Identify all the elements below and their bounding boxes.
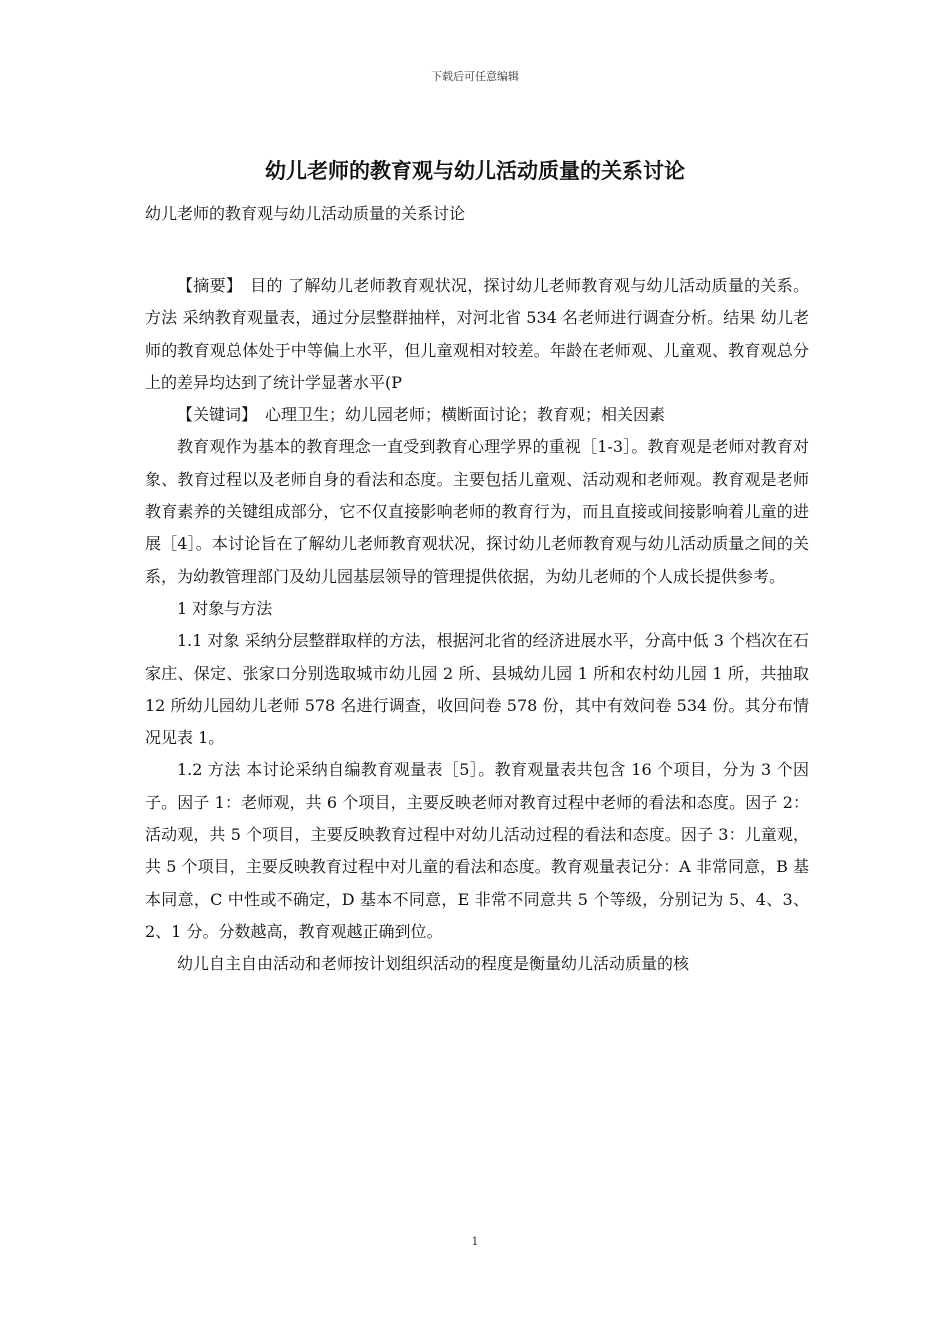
keywords-text: 心理卫生；幼儿园老师；横断面讨论；教育观；相关因素 (265, 405, 666, 425)
document-subtitle: 幼儿老师的教育观与幼儿活动质量的关系讨论 (145, 204, 466, 223)
body-paragraph-subjects: 1.1 对象 采纳分层整群取样的方法，根据河北省的经济进展水平，分高中低 3 个档次在石家庄、保定、张家口分别选取城市幼儿园 2 所、县城幼儿园 1 所和农村幼儿园 1 所，共抽取 12 所幼儿园幼儿老师 578 名进行调查，收回问卷 578 份，其中有效问卷 534 份。其分布情况见表 1。 (145, 631, 809, 748)
page-number: 1 (471, 1235, 479, 1248)
document-title: 幼儿老师的教育观与幼儿活动质量的关系讨论 (265, 159, 685, 183)
section-heading-methods: 1 对象与方法 (177, 598, 273, 618)
abstract-text: 目的 了解幼儿老师教育观状况，探讨幼儿老师教育观与幼儿活动质量的关系。方法 采纳教育观量表，通过分层整群抽样，对河北省 534 名老师进行调查分析。结果 幼儿老师的教育观总体处于中等偏上水平，但儿童观相对较差。年龄在老师观、儿童观、教育观总分上的差异均达到了统计学显著水平(P (145, 276, 809, 392)
document-body (145, 270, 809, 981)
keywords-label: 【关键词】 (177, 405, 258, 425)
keywords-paragraph (145, 399, 809, 431)
body-paragraph-intro: 教育观作为基本的教育理念一直受到教育心理学界的重视［1-3］。教育观是老师对教育对象、教育过程以及老师自身的看法和态度。主要包括儿童观、活动观和老师观。教育观是老师教育素养的关键组成部分，它不仅直接影响老师的教育行为，而且直接或间接影响着儿童的进展［4］。本讨论旨在了解幼儿老师教育观状况，探讨幼儿老师教育观与幼儿活动质量之间的关系，为幼教管理部门及幼儿园基层领导的管理提供依据，为幼儿老师的个人成长提供参考。 (145, 437, 809, 586)
header-note: 下载后可任意编辑 (431, 70, 519, 83)
abstract-paragraph (145, 270, 809, 399)
body-paragraph-methods: 1.2 方法 本讨论采纳自编教育观量表［5］。教育观量表共包含 16 个项目，分为 3 个因子。因子 1：老师观，共 6 个项目，主要反映老师对教育过程中老师的看法和态度。因子 2：活动观，共 5 个项目，主要反映教育过程中对幼儿活动过程的看法和态度。因子 3：儿童观，共 5 个项目，主要反映教育过程中对儿童的看法和态度。教育观量表记分：A 非常同意，B 基本同意，C 中性或不确定，D 基本不同意，E 非常不同意共 5 个等级，分别记为 5、4、3、2、1 分。分数越高，教育观越正确到位。 (145, 760, 809, 941)
abstract-label: 【摘要】 (177, 276, 243, 295)
body-paragraph-activity: 幼儿自主自由活动和老师按计划组织活动的程度是衡量幼儿活动质量的核 (177, 954, 690, 974)
